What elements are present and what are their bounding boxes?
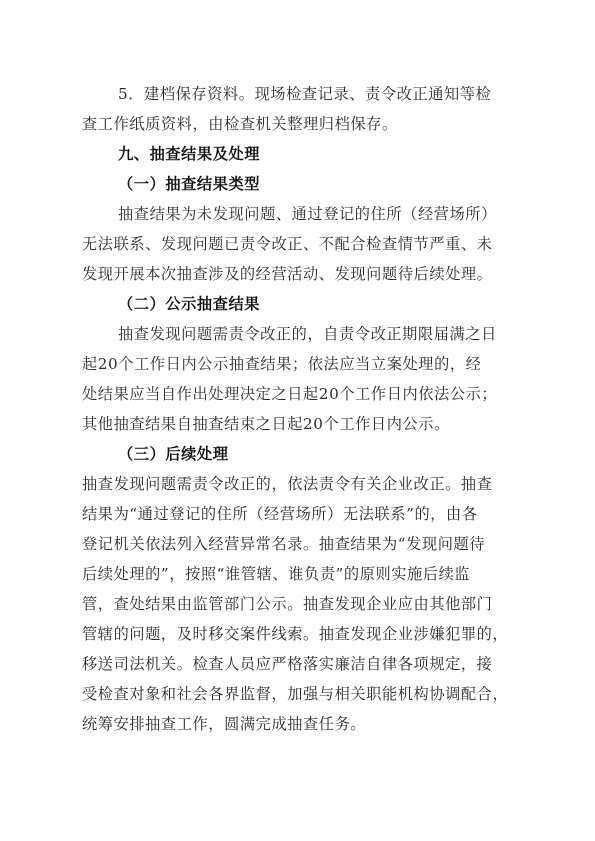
paragraph-line: 5．建档保存资料。现场检查记录、责令改正通知等检 xyxy=(118,85,492,103)
section-heading: 九、抽查结果及处理 xyxy=(118,145,261,163)
paragraph-line: 抽查发现问题需责令改正的，自责令改正期限届满之日 xyxy=(118,325,497,343)
subsection-heading: （二）公示抽查结果 xyxy=(118,295,261,313)
paragraph-line: 其他抽查结果自抽查结束之日起20个工作日内公示。 xyxy=(82,415,450,433)
paragraph-line: 抽查结果为未发现问题、通过登记的住所（经营场所） xyxy=(118,205,497,223)
paragraph-line: 登记机关依法列入经营异常名录。抽查结果为“发现问题待 xyxy=(82,535,486,553)
paragraph-line: 处结果应当自作出处理决定之日起20个工作日内依法公示； xyxy=(82,385,498,403)
paragraph-line: 后续处理的”，按照“谁管辖、谁负责”的原则实施后续监 xyxy=(82,565,471,583)
paragraph-line: 起20个工作日内公示抽查结果；依法应当立案处理的，经 xyxy=(82,355,482,373)
subsection-heading: （三）后续处理 xyxy=(118,445,229,463)
paragraph-line: 抽查发现问题需责令改正的，依法责令有关企业改正。抽查 xyxy=(82,475,493,493)
paragraph-line: 移送司法机关。检查人员应严格落实廉洁自律各项规定，接 xyxy=(82,655,493,673)
paragraph-line: 发现开展本次抽查涉及的经营活动、发现问题待后续处理。 xyxy=(82,265,493,283)
paragraph-line: 管，查处结果由监管部门公示。抽查发现企业应由其他部门 xyxy=(82,595,493,613)
paragraph-line: 查工作纸质资料，由检查机关整理归档保存。 xyxy=(82,115,398,133)
paragraph-line: 结果为“通过登记的住所（经营场所）无法联系”的，由各 xyxy=(82,505,478,523)
paragraph-line: 管辖的问题，及时移交案件线索。抽查发现企业涉嫌犯罪的， xyxy=(82,625,509,643)
paragraph-line: 受检查对象和社会各界监督，加强与相关职能机构协调配合， xyxy=(82,685,509,703)
paragraph-line: 统筹安排抽查工作，圆满完成抽查任务。 xyxy=(82,715,367,733)
paragraph-line: 无法联系、发现问题已责令改正、不配合检查情节严重、未 xyxy=(82,235,493,253)
subsection-heading: （一）抽查结果类型 xyxy=(118,175,261,193)
